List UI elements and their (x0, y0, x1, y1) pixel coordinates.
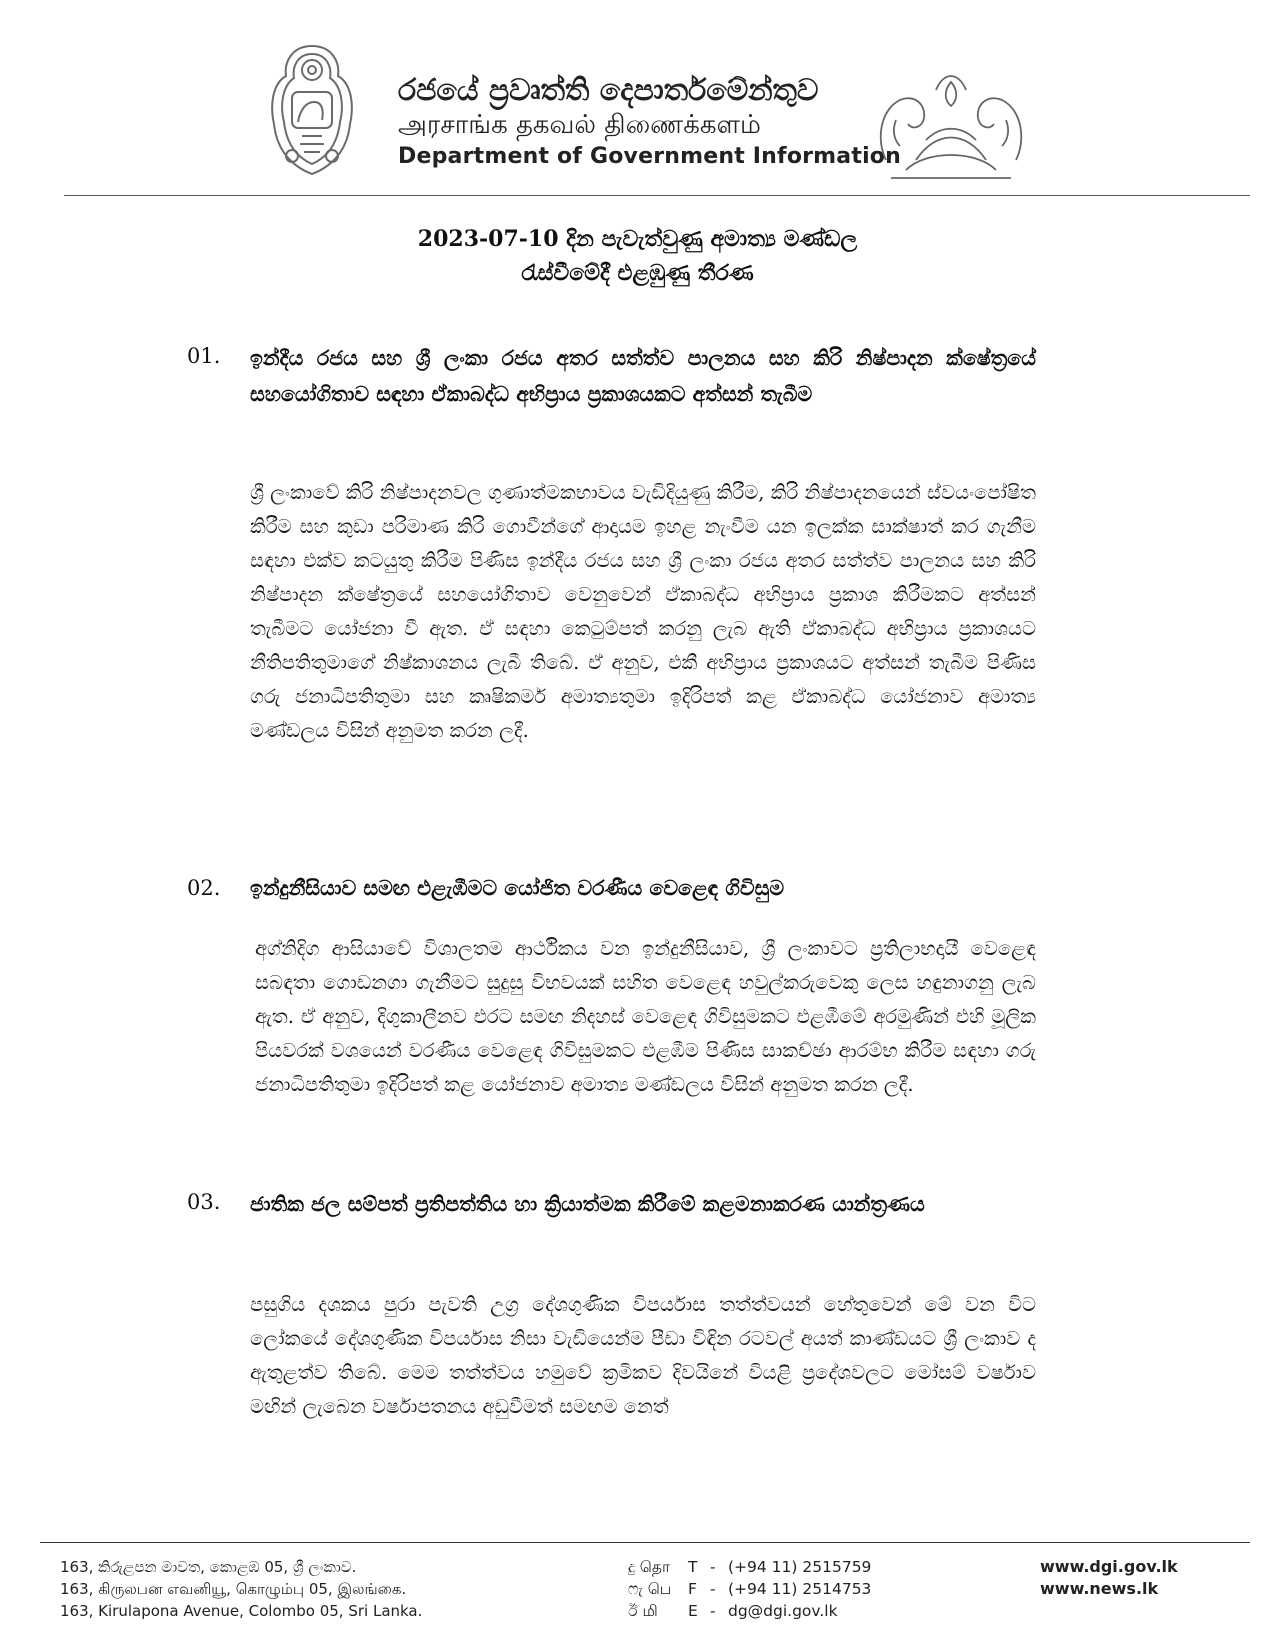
phone-number: (+94 11) 2515759 (728, 1558, 872, 1576)
contact-prefix: ඊ மி (628, 1602, 658, 1620)
footer-divider (40, 1542, 1250, 1543)
section-body: ශ්‍රී ලංකාවේ කිරි නිෂ්පාදනවල ගුණාත්මකභාවය වැඩිදියුණු කිරීම, කිරි නිෂ්පාදනයෙන් ස්වයංපෝෂිත කිරීම සහ කුඩා පරිමාණ කිරි ගොවීන්ගේ ආදායම ඉහළ නැංවීම යන ඉලක්ක සාක්ෂාත් කර ගැනීම සඳහා එක්ව කටයුතු කිරීම පිණිස ඉන්දීය රජය සහ ශ්‍රී ලංකා රජය අතර සත්ත්ව පාලනය සහ කිරි නිෂ්පාදන ක්ෂේත්‍රයේ සහයෝගිතාව වෙනුවෙන් ඒකාබද්ධ අභිප්‍රාය ප්‍රකාශ කිරීමකට අත්සන් තැබීමට යෝජනා වී ඇත. ඒ සඳහා කෙටුම්පත් කරනු ලැබ ඇති ඒකාබද්ධ අභිප්‍රාය ප්‍රකාශයට නීතිපතිතුමාගේ නිෂ්කාශනය ලැබී තිබේ. ඒ අනුව, එකී අභිප්‍රාය ප්‍රකාශයට අත්සන් තැබීම පිණිස ගරු ජනාධිපතිතුමා සහ කෘෂිකර්ම අමාත්‍යතුමා ඉදිරිපත් කළ ඒකාබද්ධ යෝජනාව අමාත්‍ය මණ්ඩලය විසින් අනුමත කරන ලදී. (250, 481, 1036, 742)
section-number: 02. (187, 876, 221, 900)
contact-dash: - (710, 1602, 716, 1620)
dept-name-tamil: அரசாங்க தகவல் திணைக்களம் (398, 110, 761, 140)
footer-contacts (628, 1556, 871, 1622)
contact-email (628, 1600, 871, 1622)
section-body: පසුගිය දශකය පුරා පැවති උග්‍ර දේශගුණික විපර්යාස තත්ත්වයන් හේතුවෙන් මේ වන විට ලෝකයේ දේශගුණික විපර්යාස නිසා වැඩියෙන්ම පීඩා විඳින රටවල් අයත් කාණ්ඩයට ශ්‍රී ලංකාව ද ඇතුළත්ව තිබේ. මෙම තත්ත්වය හමුවේ ක්‍රමිකව දිවයිනේ වියළි ප්‍රදේශවලට මෝසම් වර්ෂාව මඟින් ලැබෙන වර්ෂාපතනය අඩුවීමත් සමඟම නෙත් (250, 1293, 1036, 1418)
email-address: dg@dgi.gov.lk (728, 1602, 838, 1620)
ornamental-swan-icon (866, 70, 1036, 185)
dept-name-english: Department of Government Information (398, 144, 901, 169)
contact-prefix: ෆැ பெ (628, 1580, 672, 1598)
section-body: අග්නිදිග ආසියාවේ විශාලතම ආර්ථිකය වන ඉන්දුනීසියාව, ශ්‍රී ලංකාවට ප්‍රතිලාභදායී වෙළෙඳ සබඳතා ගොඩනගා ගැනීමට සුදුසු විභවයක් සහිත වෙළෙඳ හවුල්කරුවෙකු ලෙස හඳුනාගනු ලැබ ඇත. ඒ අනුව, දිගුකාලීනව එරට සමඟ නිදහස් වෙළෙඳ ගිවිසුමකට එළඹීමේ අරමුණින් එහි මූලික පියවරක් වශයෙන් වරණීය වෙළෙඳ ගිවිසුමකට එළඹීම පිණිස සාකච්ඡා ආරම්භ කිරීම සඳහා ගරු ජනාධිපතිතුමා ඉදිරිපත් කළ යෝජනාව අමාත්‍ය මණ්ඩලය විසින් අනුමත කරන ලදී. (255, 937, 1036, 1096)
sri-lanka-emblem-icon (262, 40, 362, 180)
document-title (200, 222, 1075, 290)
section-heading: ජාතික ජල සම්පත් ප්‍රතිපත්තිය හා ක්‍රියාත්මක කිරීමේ කළමනාකරණ යාන්ත්‍රණය (250, 1192, 925, 1216)
footer-websites (1040, 1556, 1178, 1600)
section-heading: ඉන්දීය රජය සහ ශ්‍රී ලංකා රජය අතර සත්ත්ව පාලනය සහ කිරි නිෂ්පාදන ක්ෂේත්‍රයේ සහයෝගිතාව සඳහා ඒකාබද්ධ අභිප්‍රාය ප්‍රකාශයකට අත්සන් තැබීම (250, 346, 1036, 406)
dept-name-sinhala: රජයේ ප්‍රවෘත්ති දෙපාර්තමේන්තුව (398, 73, 819, 108)
address-english: 163, Kirulapona Avenue, Colombo 05, Sri Lanka. (60, 1602, 423, 1620)
title-line-2: රැස්වීමේදී එළඹුණු තීරණ (521, 260, 754, 286)
contact-phone (628, 1556, 871, 1578)
footer-address (60, 1556, 422, 1622)
contact-letter: F (688, 1580, 697, 1598)
section-number: 03. (187, 1190, 221, 1214)
website-dgi-link[interactable]: www.dgi.gov.lk (1040, 1557, 1178, 1576)
section-number: 01. (187, 344, 221, 368)
contact-prefix: දු தொ (628, 1558, 671, 1576)
contact-letter: E (688, 1602, 698, 1620)
website-news-link[interactable]: www.news.lk (1040, 1579, 1159, 1598)
contact-dash: - (710, 1558, 716, 1576)
contact-dash: - (710, 1580, 716, 1598)
contact-letter: T (688, 1558, 698, 1576)
section-heading: ඉන්දුනීසියාව සමඟ එළැඹීමට යෝජිත වරණීය වෙළෙඳ ගිවිසුම (250, 876, 785, 900)
department-names (398, 73, 901, 172)
header-divider (64, 195, 1250, 196)
contact-fax (628, 1578, 871, 1600)
address-sinhala: 163, කිරුළපන මාවත, කොළඹ 05, ශ්‍රී ලංකාව. (60, 1558, 357, 1576)
fax-number: (+94 11) 2514753 (728, 1580, 872, 1598)
address-tamil: 163, கிருலபன எவனியூ, கொழும்பு 05, இலங்கை. (60, 1580, 407, 1598)
title-line-1: 2023-07-10 දින පැවැත්වුණු අමාත්‍ය මණ්ඩල (417, 226, 858, 252)
